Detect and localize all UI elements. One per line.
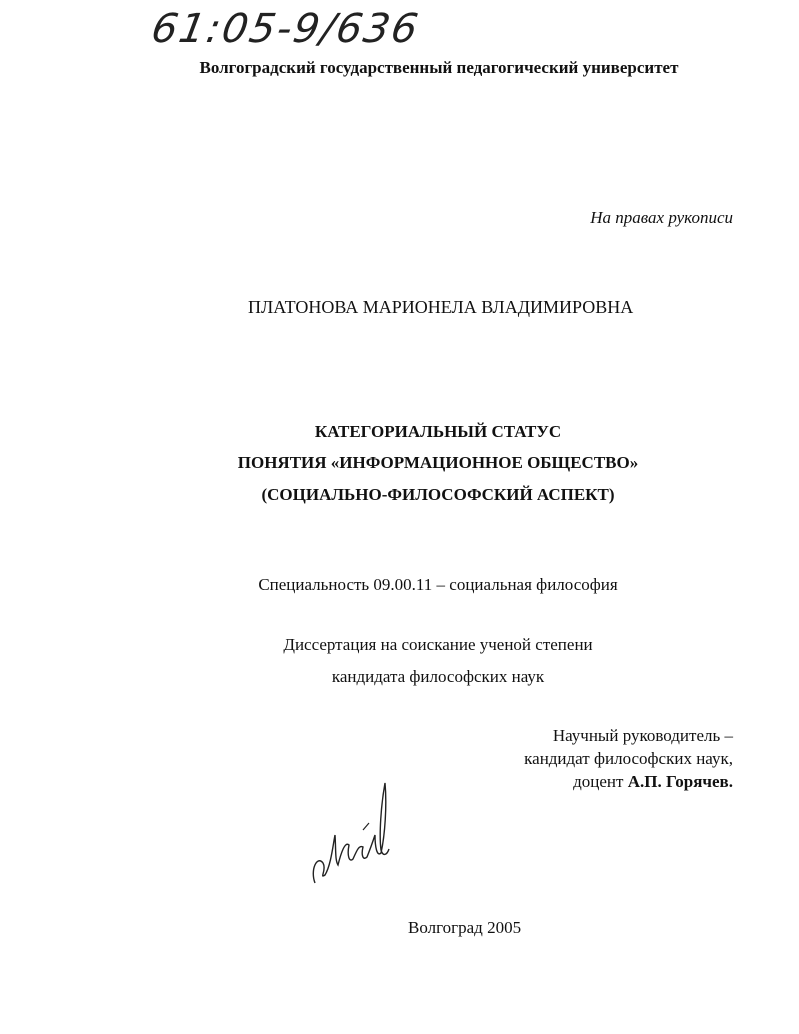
- title-line: ПОНЯТИЯ «ИНФОРМАЦИОННОЕ ОБЩЕСТВО»: [237, 453, 639, 472]
- city-year: Волгоград 2005: [408, 918, 522, 937]
- manuscript-rights: На правах рукописи: [590, 208, 733, 227]
- supervisor-degree: кандидат философских наук,: [524, 749, 733, 768]
- degree-line: Диссертация на соискание ученой степени: [283, 635, 593, 654]
- degree-line: кандидата философских наук: [331, 667, 545, 686]
- title-line: (СОЦИАЛЬНО-ФИЛОСОФСКИЙ АСПЕКТ): [261, 485, 615, 504]
- specialty: Специальность 09.00.11 – социальная философия: [258, 575, 618, 594]
- supervisor-name: А.П. Горячев.: [627, 772, 733, 791]
- title-line: КАТЕГОРИАЛЬНЫЙ СТАТУС: [314, 422, 562, 441]
- author-name: ПЛАТОНОВА МАРИОНЕЛА ВЛАДИМИРОВНА: [248, 297, 634, 317]
- supervisor-role: Научный руководитель –: [552, 726, 733, 745]
- supervisor-title: [573, 772, 733, 792]
- supervisor-rank: доцент: [573, 772, 628, 791]
- author-signature: [305, 775, 395, 890]
- university-name: Волгоградский государственный педагогический университет: [199, 58, 679, 77]
- archive-code-handwritten: 61:05-9/636: [147, 6, 424, 52]
